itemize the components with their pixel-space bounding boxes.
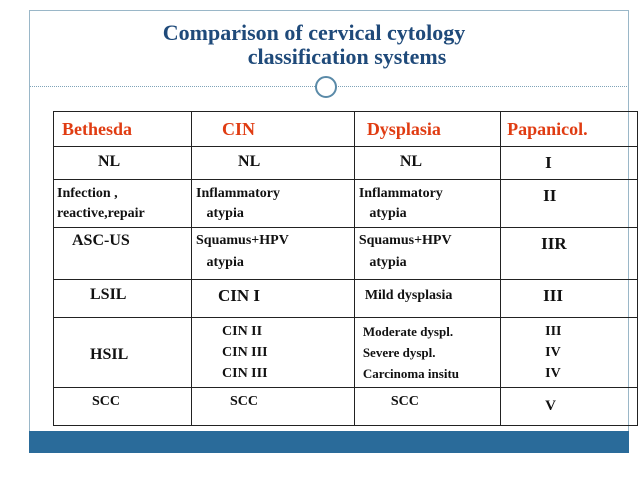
table-row	[54, 228, 638, 280]
table-cell: Infection , reactive,repair	[54, 180, 192, 228]
table-row	[54, 280, 638, 318]
table-cell: SCC	[192, 388, 355, 426]
table-cell: Squamus+HPV atypia	[354, 228, 500, 280]
table-cell: CIN II CIN III CIN III	[192, 318, 355, 388]
table-cell: III IV IV	[501, 318, 638, 388]
table-cell: SCC	[54, 388, 192, 426]
table-row	[54, 147, 638, 180]
table-cell: HSIL	[54, 318, 192, 388]
table-cell: NL	[354, 147, 500, 180]
table-row	[54, 388, 638, 426]
table-cell: IIR	[501, 228, 638, 280]
bottom-accent-bar	[29, 431, 629, 453]
header-papanicolaou: Papanicol.	[501, 112, 638, 147]
table-cell: Inflammatory atypia	[192, 180, 355, 228]
table-cell: Mild dysplasia	[354, 280, 500, 318]
table-cell: LSIL	[54, 280, 192, 318]
table-cell: CIN I	[192, 280, 355, 318]
table-cell: NL	[54, 147, 192, 180]
table-cell: II	[501, 180, 638, 228]
table-cell: NL	[192, 147, 355, 180]
table-cell: Inflammatory atypia	[354, 180, 500, 228]
table-cell: SCC	[354, 388, 500, 426]
header-dysplasia: Dysplasia	[354, 112, 500, 147]
divider-circle-icon	[315, 76, 337, 98]
header-bethesda: Bethesda	[54, 112, 192, 147]
table-cell: I	[501, 147, 638, 180]
table-header-row	[54, 112, 638, 147]
table-cell: V	[501, 388, 638, 426]
table-cell: Moderate dyspl. Severe dyspl. Carcinoma insitu	[354, 318, 500, 388]
table-cell: Squamus+HPV atypia	[192, 228, 355, 280]
slide-title-line2: classification systems	[247, 44, 447, 69]
table-row	[54, 180, 638, 228]
slide-title-line1: Comparison of cervical cytology	[162, 20, 466, 45]
header-cin: CIN	[192, 112, 355, 147]
table-cell: III	[501, 280, 638, 318]
classification-table	[53, 111, 638, 426]
table-row	[54, 318, 638, 388]
table-cell: ASC-US	[54, 228, 192, 280]
